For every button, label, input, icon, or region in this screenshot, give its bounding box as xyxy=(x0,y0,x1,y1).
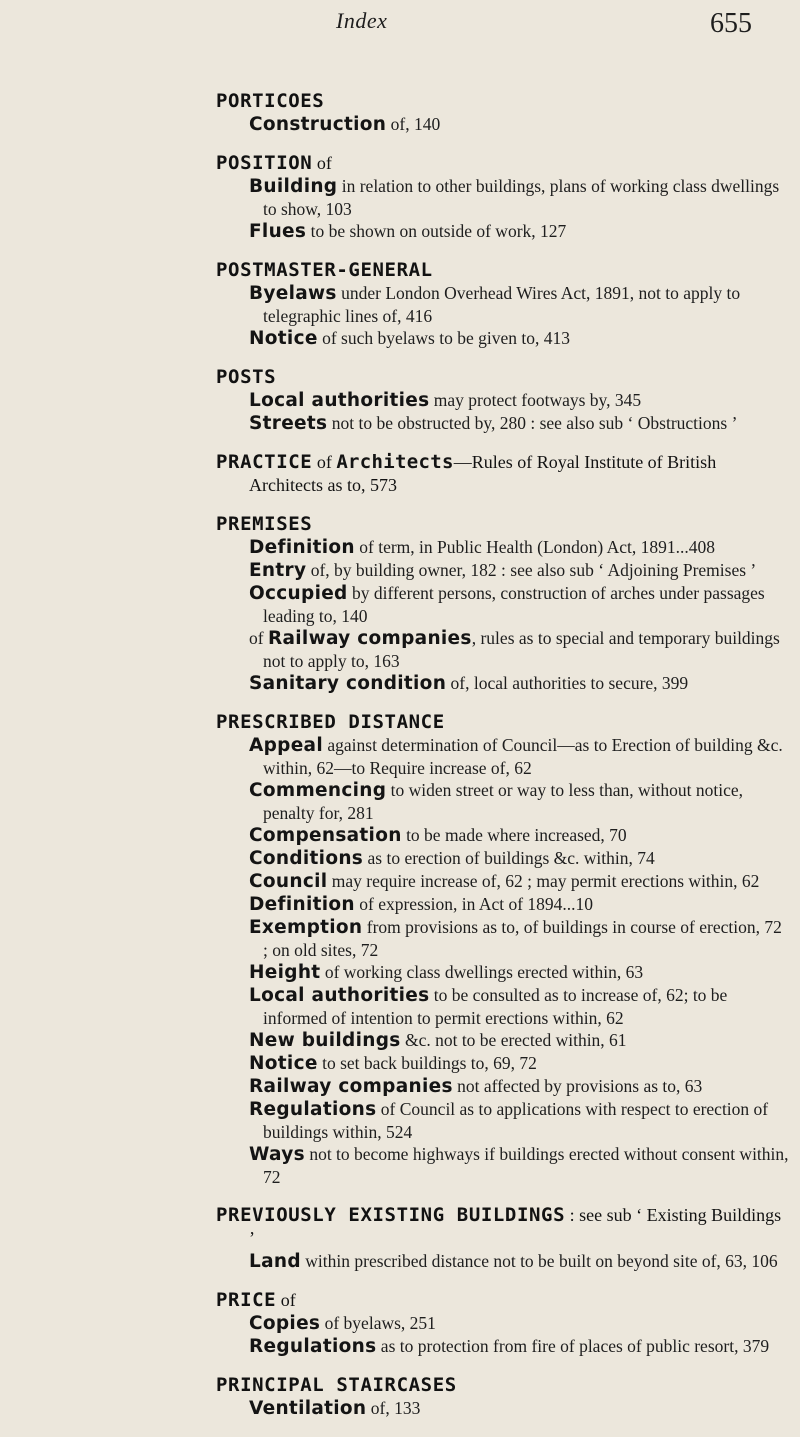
entry-heading: PRICE of xyxy=(216,1289,296,1311)
sub-entry: Council may require increase of, 62 ; may permit erections within, 62 xyxy=(249,871,760,892)
index-entries xyxy=(216,90,790,1436)
sub-entry: Ventilation of, 133 xyxy=(249,1398,421,1419)
sub-entry: Byelaws under London Overhead Wires Act, 1891, not to apply to telegraphic lines of, 416 xyxy=(249,283,741,326)
sub-entry: Railway companies not affected by provisions as to, 63 xyxy=(249,1076,703,1097)
sub-entry: Conditions as to erection of buildings &c. within, 74 xyxy=(249,848,655,869)
entry-heading: PRINCIPAL STAIRCASES xyxy=(216,1374,457,1396)
entry-heading: POSTMASTER-GENERAL xyxy=(216,259,433,281)
index-entry xyxy=(216,513,790,695)
sub-entry: Appeal against determination of Council—as to Erection of building &c. within, 62—to Require increase of, 62 xyxy=(249,735,783,778)
running-title: Index xyxy=(336,8,388,33)
index-entry xyxy=(216,451,790,497)
entry-heading: PREMISES xyxy=(216,513,313,535)
index-entry xyxy=(216,1374,790,1420)
index-entry xyxy=(216,152,790,243)
sub-entry: Flues to be shown on outside of work, 127 xyxy=(249,221,567,242)
page-number: 655 xyxy=(710,8,752,39)
entry-heading: POSTS xyxy=(216,366,277,388)
index-entry xyxy=(216,1204,790,1273)
index-entry xyxy=(216,366,790,435)
sub-entry: Entry of, by building owner, 182 : see also sub ‘ Adjoining Premises ’ xyxy=(249,560,757,581)
index-entry xyxy=(216,90,790,136)
sub-entry: Height of working class dwellings erected within, 63 xyxy=(249,962,644,983)
sub-entry: Compensation to be made where increased, 70 xyxy=(249,825,627,846)
sub-entry: Land within prescribed distance not to be built on beyond site of, 63, 106 xyxy=(249,1251,778,1272)
sub-entry: Definition of term, in Public Health (London) Act, 1891...408 xyxy=(249,537,716,558)
sub-entry: Local authorities may protect footways by, 345 xyxy=(249,390,642,411)
sub-entry: Exemption from provisions as to, of buildings in course of erection, 72 ; on old sites, 72 xyxy=(249,917,782,960)
sub-entry: Notice to set back buildings to, 69, 72 xyxy=(249,1053,537,1074)
index-entry xyxy=(216,711,790,1188)
sub-entry: of Railway companies, rules as to special and temporary buildings not to apply to, 163 xyxy=(249,628,780,671)
sub-entry: Local authorities to be consulted as to increase of, 62; to be informed of intention to permit erections within, 62 xyxy=(249,985,728,1028)
entry-heading: PRACTICE of Architects—Rules of Royal Institute of British Architects as to, 573 xyxy=(216,451,717,495)
sub-entry: Regulations of Council as to applications with respect to erection of buildings within, 524 xyxy=(249,1099,769,1142)
sub-entry: Notice of such byelaws to be given to, 413 xyxy=(249,328,570,349)
sub-entry: New buildings &c. not to be erected within, 61 xyxy=(249,1030,627,1051)
sub-entry: Copies of byelaws, 251 xyxy=(249,1313,436,1334)
sub-entry: Definition of expression, in Act of 1894...10 xyxy=(249,894,594,915)
sub-entry: Occupied by different persons, construction of arches under passages leading to, 140 xyxy=(249,583,765,626)
sub-entry: Sanitary condition of, local authorities to secure, 399 xyxy=(249,673,689,694)
sub-entry: Ways not to become highways if buildings erected without consent within, 72 xyxy=(249,1144,789,1187)
sub-entry: Construction of, 140 xyxy=(249,114,441,135)
entry-heading: POSITION of xyxy=(216,152,332,174)
sub-entry: Streets not to be obstructed by, 280 : see also sub ‘ Obstructions ’ xyxy=(249,413,738,434)
entry-heading: PRESCRIBED DISTANCE xyxy=(216,711,445,733)
entry-heading: PORTICOES xyxy=(216,90,325,112)
entry-heading: PREVIOUSLY EXISTING BUILDINGS : see sub ‘ Existing Buildings ’ xyxy=(216,1204,782,1248)
sub-entry: Commencing to widen street or way to less than, without notice, penalty for, 281 xyxy=(249,780,744,823)
sub-entry: Building in relation to other buildings, plans of working class dwellings to show, 103 xyxy=(249,176,780,219)
index-entry xyxy=(216,1289,790,1358)
sub-entry: Regulations as to protection from fire of places of public resort, 379 xyxy=(249,1336,770,1357)
running-header xyxy=(0,6,800,66)
index-entry xyxy=(216,259,790,350)
